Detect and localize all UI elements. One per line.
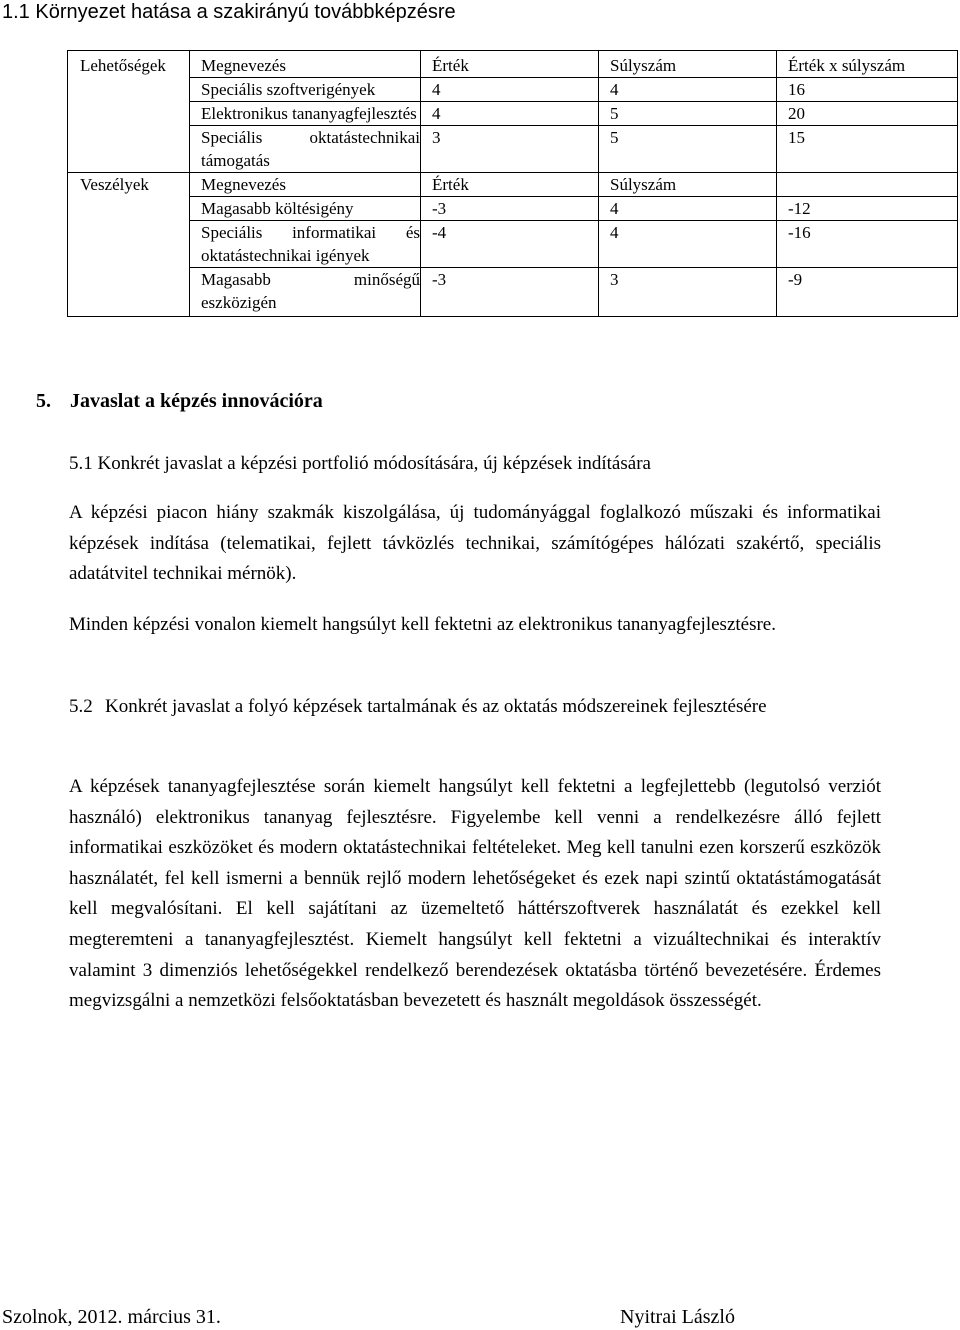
table-cell: -3 — [421, 268, 599, 317]
table-cell: 3 — [421, 126, 599, 173]
table-header-row — [68, 51, 958, 78]
section-5-heading — [36, 388, 323, 414]
footer-author: Nyitrai László — [620, 1306, 735, 1328]
header-cell: Súlyszám — [599, 173, 777, 197]
header-cell — [777, 173, 958, 197]
table-cell: 15 — [777, 126, 958, 173]
section-5-title: Javaslat a képzés innovációra — [70, 390, 323, 412]
table-cell: 4 — [599, 221, 777, 268]
header-cell: Súlyszám — [599, 51, 777, 78]
header-cell: Érték — [421, 173, 599, 197]
table-cell: 3 — [599, 268, 777, 317]
table-row — [68, 78, 958, 102]
table-cell: -4 — [421, 221, 599, 268]
table-cell: Magasabb minőségű eszközigén — [190, 268, 421, 317]
table-cell: Speciális oktatástechnikai támogatás — [190, 126, 421, 173]
table-cell: 16 — [777, 78, 958, 102]
table-cell: Elektronikus tananyagfejlesztés — [190, 102, 421, 126]
section-label-opportunities: Lehetőségek — [68, 51, 190, 173]
section-label-threats: Veszélyek — [68, 173, 190, 317]
table-cell: 4 — [599, 78, 777, 102]
table-header-row — [68, 173, 958, 197]
table-cell: -12 — [777, 197, 958, 221]
section-5-2-number: 5.2 — [69, 696, 93, 717]
table-row — [68, 126, 958, 173]
paragraph-new-programs: A képzési piacon hiány szakmák kiszolgálása, új tudományággal foglalkozó műszaki és informatikai képzések indítása (telematikai, fejlett távközlés technikai, számítógépes hálózati szakértő, speciális adatátvitel technikai mérnök). — [69, 502, 881, 585]
header-cell: Érték x súlyszám — [777, 51, 958, 78]
table-cell: Magasabb költésigény — [190, 197, 421, 221]
table-row — [68, 197, 958, 221]
table-cell: 4 — [421, 78, 599, 102]
table-cell: 20 — [777, 102, 958, 126]
paragraph-e-learning: Minden képzési vonalon kiemelt hangsúlyt kell fektetni az elektronikus tananyagfejlesztésre. — [69, 614, 776, 635]
section-5-1-heading: 5.1 Konkrét javaslat a képzési portfolió módosítására, új képzések indítására — [69, 453, 651, 474]
table-cell: 5 — [599, 126, 777, 173]
header-cell: Megnevezés — [190, 173, 421, 197]
section-5-2-title: Konkrét javaslat a folyó képzések tartalmának és az oktatás módszereinek fejlesztésére — [105, 696, 767, 717]
table-row — [68, 268, 958, 317]
paragraph-curriculum: A képzések tananyagfejlesztése során kiemelt hangsúlyt kell fektetni a legfejlettebb (legutolsó verziót használó) elektronikus tananyag fejlesztésre. Figyelembe kell venni a rendelkezésre álló fejlett informatikai eszközöket és modern oktatástechnikai feltételeket. Meg kell tanulni ezen korszerű eszközök használatét, fel kell ismerni a bennük rejlő modern lehetőségeket és ezek napi szintű oktatástámogatását kell megvalósítani. El kell sajátítani az üzemeltető háttérszoftverek használatát és ezekkel kell megteremteni a tananyagfejlesztést. Kiemelt hangsúlyt kell fektetni a vizuáltechnikai és interaktív valamint 3 dimenziós lehetőségekkel rendelkező berendezések oktatásba történő bevezetésére. Érdemes megvizsgálni a nemzetközi felsőoktatásban bevezetett és használt megoldások összességét. — [69, 776, 881, 1012]
section-5-number: 5. — [36, 390, 51, 412]
table-row — [68, 102, 958, 126]
top-heading: 1.1 Környezet hatása a szakirányú továbbképzésre — [2, 1, 456, 23]
table-row — [68, 221, 958, 268]
table-cell: -9 — [777, 268, 958, 317]
table-cell: Speciális szoftverigények — [190, 78, 421, 102]
swot-table-container — [67, 50, 958, 317]
swot-table — [67, 50, 958, 317]
footer-place-date: Szolnok, 2012. március 31. — [2, 1306, 221, 1328]
table-cell: 4 — [421, 102, 599, 126]
header-cell: Érték — [421, 51, 599, 78]
table-cell: -3 — [421, 197, 599, 221]
table-cell: Speciális informatikai és oktatástechnikai igények — [190, 221, 421, 268]
table-cell: 4 — [599, 197, 777, 221]
table-cell: 5 — [599, 102, 777, 126]
header-cell: Megnevezés — [190, 51, 421, 78]
section-5-2-heading — [69, 692, 881, 722]
table-cell: -16 — [777, 221, 958, 268]
